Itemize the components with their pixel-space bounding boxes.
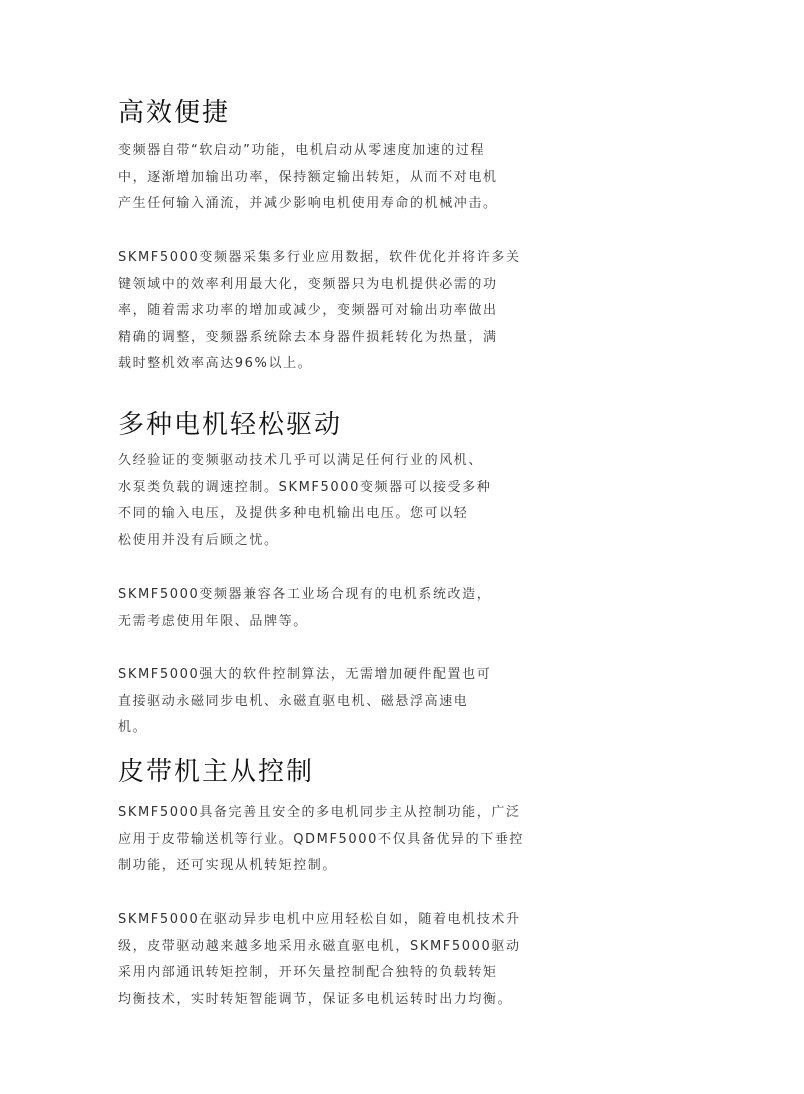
paragraph: [118, 907, 521, 1013]
text-line: SKMF5000在驱动异步电机中应用轻松自如，随着电机技术升: [118, 912, 521, 927]
text-line: 变频器自带“软启动”功能，电机启动从零速度加速的过程: [118, 143, 486, 158]
text-line: SKMF5000具备完善且安全的多电机同步主从控制功能，广泛: [118, 805, 521, 820]
text-line: 久经验证的变频驱动技术几乎可以满足任何行业的风机、: [118, 453, 484, 468]
section-belt-master-slave: [118, 757, 525, 1007]
text-line: 载时整机效率高达96%以上。: [118, 356, 313, 371]
paragraph: [118, 245, 521, 378]
text-line: SKMF5000强大的软件控制算法，无需增加硬件配置也可: [118, 667, 492, 682]
text-line: 采用内部通讯转矩控制，开环矢量控制配合独特的负载转矩: [118, 965, 498, 980]
text-line: 制功能，还可实现从机转矩控制。: [118, 858, 338, 873]
section-multi-motor: [118, 410, 518, 735]
text-line: 产生任何输入涌流，并减少影响电机使用寿命的机械冲击。: [118, 196, 498, 211]
text-line: 直接驱动永磁同步电机、永磁直驱电机、磁悬浮高速电: [118, 693, 469, 709]
text-line: 机。: [118, 720, 148, 735]
text-line: 率，随着需求功率的增加或减少，变频器可对输出功率做出: [118, 303, 498, 318]
section-heading: 多种电机轻松驱动: [118, 410, 343, 440]
text-line: 均衡技术，实时转矩智能调节，保证多电机运转时出力均衡。: [118, 991, 513, 1007]
section-heading: 皮带机主从控制: [118, 757, 315, 787]
paragraph: [118, 138, 498, 218]
section-efficiency: [118, 98, 521, 371]
section-heading: 高效便捷: [118, 98, 231, 128]
text-line: 键领域中的效率利用最大化，变频器只为电机提供必需的功: [118, 276, 498, 292]
text-line: 不同的输入电压，及提供多种电机输出电压。您可以轻: [118, 506, 469, 521]
text-line: 级，皮带驱动越来越多地采用永磁直驱电机，SKMF5000驱动: [118, 938, 521, 954]
text-line: 无需考虑使用年限、品牌等。: [118, 613, 308, 629]
text-line: 精确的调整，变频器系统除去本身器件损耗转化为热量，满: [118, 329, 498, 345]
text-line: 松使用并没有后顾之忧。: [118, 532, 279, 548]
paragraph: [118, 448, 491, 554]
text-line: 中，逐渐增加输出功率，保持额定输出转矩，从而不对电机: [118, 169, 498, 185]
text-line: SKMF5000变频器兼容各工业场合现有的电机系统改造，: [118, 587, 492, 602]
paragraph: [118, 800, 524, 880]
text-line: SKMF5000变频器采集多行业应用数据，软件优化并将许多关: [118, 250, 521, 265]
text-line: 水泵类负载的调速控制。SKMF5000变频器可以接受多种: [118, 479, 492, 495]
paragraph: [118, 662, 491, 742]
text-line: 应用于皮带输送机等行业。QDMF5000不仅具备优异的下垂控: [118, 831, 525, 847]
paragraph: [118, 582, 491, 635]
